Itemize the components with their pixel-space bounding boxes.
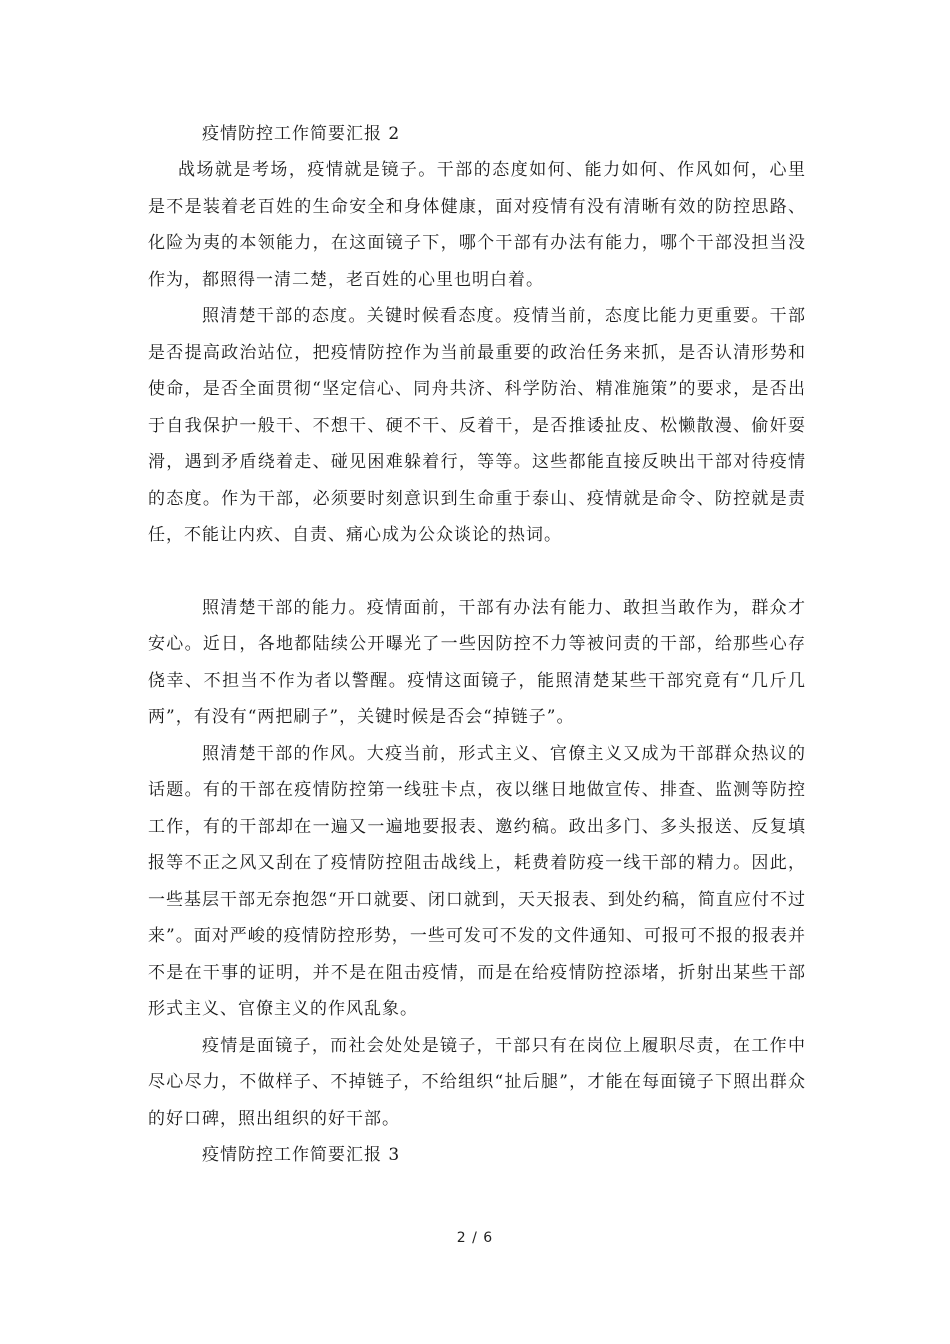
section-heading-2: 疫情防控工作简要汇报 2 (202, 124, 401, 144)
paragraph-style: 照清楚干部的作风。大疫当前，形式主义、官僚主义又成为干部群众热议的话题。有的干部在疫情防控第一线驻卡点，夜以继日地做宣传、排查、监测等防控工作，有的干部却在一遍又一遍地要报表、邀约稿。政出多门、多头报送、反复填报等不正之风又刮在了疫情防控阻击战线上，耗费着防疫一线干部的精力。因此，一些基层干部无奈抱怨“开口就要、闭口就到，天天报表、到处约稿，简直应付不过来”。面对严峻的疫情防控形势，一些可发可不发的文件通知、可报可不报的报表并不是在干事的证明，并不是在阻击疫情，而是在给疫情防控添堵，折射出某些干部形式主义、官僚主义的作风乱象。 (148, 743, 806, 1019)
paragraph-intro: 战场就是考场，疫情就是镜子。干部的态度如何、能力如何、作风如何，心里是不是装着老百姓的生命安全和身体健康，面对疫情有没有清晰有效的防控思路、化险为夷的本领能力，在这面镜子下，哪个干部有办法有能力，哪个干部没担当没作为，都照得一清二楚，老百姓的心里也明白着。 (148, 160, 806, 290)
paragraph-spacer (148, 554, 806, 590)
paragraph-attitude: 照清楚干部的态度。关键时候看态度。疫情当前，态度比能力更重要。干部是否提高政治站位，把疫情防控作为当前最重要的政治任务来抓，是否认清形势和使命，是否全面贯彻“坚定信心、同舟共济、科学防治、精准施策”的要求，是否出于自我保护一般干、不想干、硬不干、反着干，是否推诿扯皮、松懒散漫、偷奸耍滑，遇到矛盾绕着走、碰见困难躲着行，等等。这些都能直接反映出干部对待疫情的态度。作为干部，必须要时刻意识到生命重于泰山、疫情就是命令、防控就是责任，不能让内疚、自责、痛心成为公众谈论的热词。 (148, 306, 806, 545)
document-body (148, 116, 806, 1173)
section-heading-3: 疫情防控工作简要汇报 3 (202, 1145, 401, 1165)
page-number: 2 / 6 (456, 1230, 494, 1246)
paragraph-conclusion: 疫情是面镜子，而社会处处是镜子，干部只有在岗位上履职尽责，在工作中尽心尽力，不做样子、不掉链子，不给组织“扯后腿”，才能在每面镜子下照出群众的好口碑，照出组织的好干部。 (148, 1035, 806, 1129)
paragraph-ability: 照清楚干部的能力。疫情面前，干部有办法有能力、敢担当敢作为，群众才安心。近日，各地都陆续公开曝光了一些因防控不力等被问责的干部，给那些心存侥幸、不担当不作为者以警醒。疫情这面镜子，能照清楚某些干部究竟有“几斤几两”，有没有“两把刷子”，关键时候是否会“掉链子”。 (148, 597, 806, 727)
